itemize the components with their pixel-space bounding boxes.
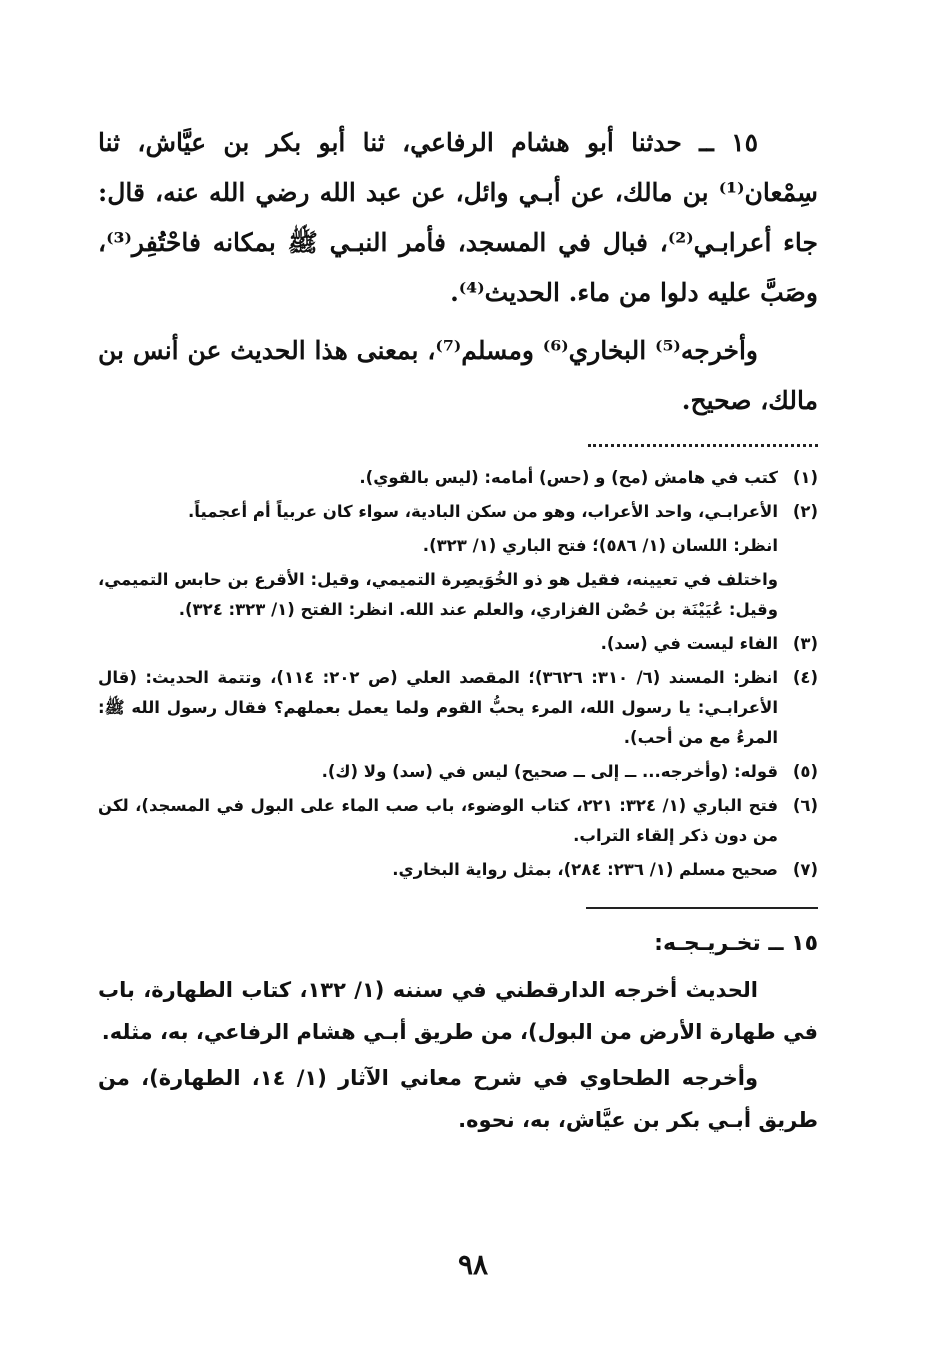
- page-number: ٩٨: [457, 1248, 489, 1281]
- footnote-2: [98, 497, 818, 625]
- footnote-1: [98, 463, 818, 493]
- footnote-number: (٥): [792, 762, 818, 781]
- takhrij-section: [98, 923, 818, 1141]
- footnote-6: [98, 791, 818, 851]
- footnote-number: (٦): [792, 796, 818, 815]
- footnote-body: [98, 757, 778, 787]
- footnote-number: (٧): [792, 860, 818, 879]
- footnote-text: فتح الباري (١/ ٣٢٤: ٢٢١، كتاب الوضوء، باب صب الماء على البول في المسجد)، لكن من دون ذكر إلقاء التراب.: [98, 796, 779, 845]
- footnote-4: [98, 663, 818, 753]
- footnote-body: [98, 855, 778, 885]
- footnote-5: [98, 757, 818, 787]
- footnote-body: [98, 791, 778, 851]
- footnote-number: (٢): [792, 502, 818, 521]
- hadith-paragraph: ١٥ ــ حدثنا أبو هشام الرفاعي، ثنا أبو بكر بن عيَّاش، ثنا سِمْعان⁽¹⁾ بن مالك، عن أبـي وائل، عن عبد الله رضي الله عنه، قال: جاء أعرابـي⁽²⁾، فبال في المسجد، فأمر النبـي ﷺ بمكانه فاحْتُفِر⁽³⁾، وصَبَّ عليه دلوا من ماء. الحديث⁽⁴⁾.: [98, 128, 818, 307]
- footnotes: [98, 463, 818, 885]
- footnote-number: (٤): [792, 668, 818, 687]
- footnote-body: [98, 663, 778, 753]
- footnote-number: (١): [792, 468, 818, 487]
- footnote-text: الأعرابـي، واحد الأعراب، وهو من سكن البادية، سواء كان عربياً أم أعجمياً.: [188, 502, 778, 521]
- takhrij-paragraph: الحديث أخرجه الدارقطني في سننه (١/ ١٣٢، كتاب الطهارة، باب في طهارة الأرض من البول)، من طريق أبـي هشام الرفاعي، به، مثله.: [98, 978, 818, 1044]
- main-text: [98, 118, 818, 426]
- footnote-text: الفاء ليست في (سد).: [600, 634, 778, 653]
- footnote-7: [98, 855, 818, 885]
- page-content: [98, 118, 818, 1141]
- footnote-text: صحيح مسلم (١/ ٢٣٦: ٢٨٤)، بمثل رواية البخاري.: [392, 860, 778, 879]
- footnote-3: [98, 629, 818, 659]
- footnote-text: كتب في هامش (مح) و (حس) أمامه: (ليس بالقوي).: [359, 468, 778, 487]
- footnote-divider-dots: [588, 444, 818, 453]
- takhrij-heading: ١٥ ــ تخـريـجـه:: [654, 931, 818, 956]
- footnote-body: [98, 629, 778, 659]
- footnote-text: واختلف في تعيينه، فقيل هو ذو الخُوَيصِرة التميمي، وقيل: الأقرع بن حابس التميمي، وقيل: عُيَيْنَة بن حُصْن الفزاري، والعلم عند الله. انظر: الفتح (١/ ٣٢٣: ٣٢٤).: [98, 570, 778, 619]
- section-divider-line: [586, 907, 818, 909]
- footnote-text: انظر: المسند (٦/ ٣١٠: ٣٦٢٦)؛ المقصد العلي (ص ٢٠٢: ١١٤)، وتتمة الحديث: (قال الأعرابـي: يا رسول الله، المرء يحبُّ القوم ولما يعمل بعملهم؟ فقال رسول الله ﷺ: المرءُ مع من أحب).: [98, 668, 778, 747]
- footnote-text: قوله: (وأخرجه... ــ إلى ــ صحيح) ليس في (سد) ولا (ك).: [321, 762, 778, 781]
- footnote-number: (٣): [792, 634, 818, 653]
- footnote-body: [98, 497, 778, 625]
- takhrij-paragraph: وأخرجه الطحاوي في شرح معاني الآثار (١/ ١٤، الطهارة)، من طريق أبـي بكر بن عيَّاش، به، نحوه.: [98, 1066, 818, 1132]
- footnote-body: [98, 463, 778, 493]
- footnote-text: انظر: اللسان (١/ ٥٨٦)؛ فتح الباري (١/ ٣٢٣).: [422, 536, 778, 555]
- takhrij-summary-paragraph: وأخرجه⁽⁵⁾ البخاري⁽⁶⁾ ومسلم⁽⁷⁾، بمعنى هذا الحديث عن أنس بن مالك، صحيح.: [98, 336, 818, 415]
